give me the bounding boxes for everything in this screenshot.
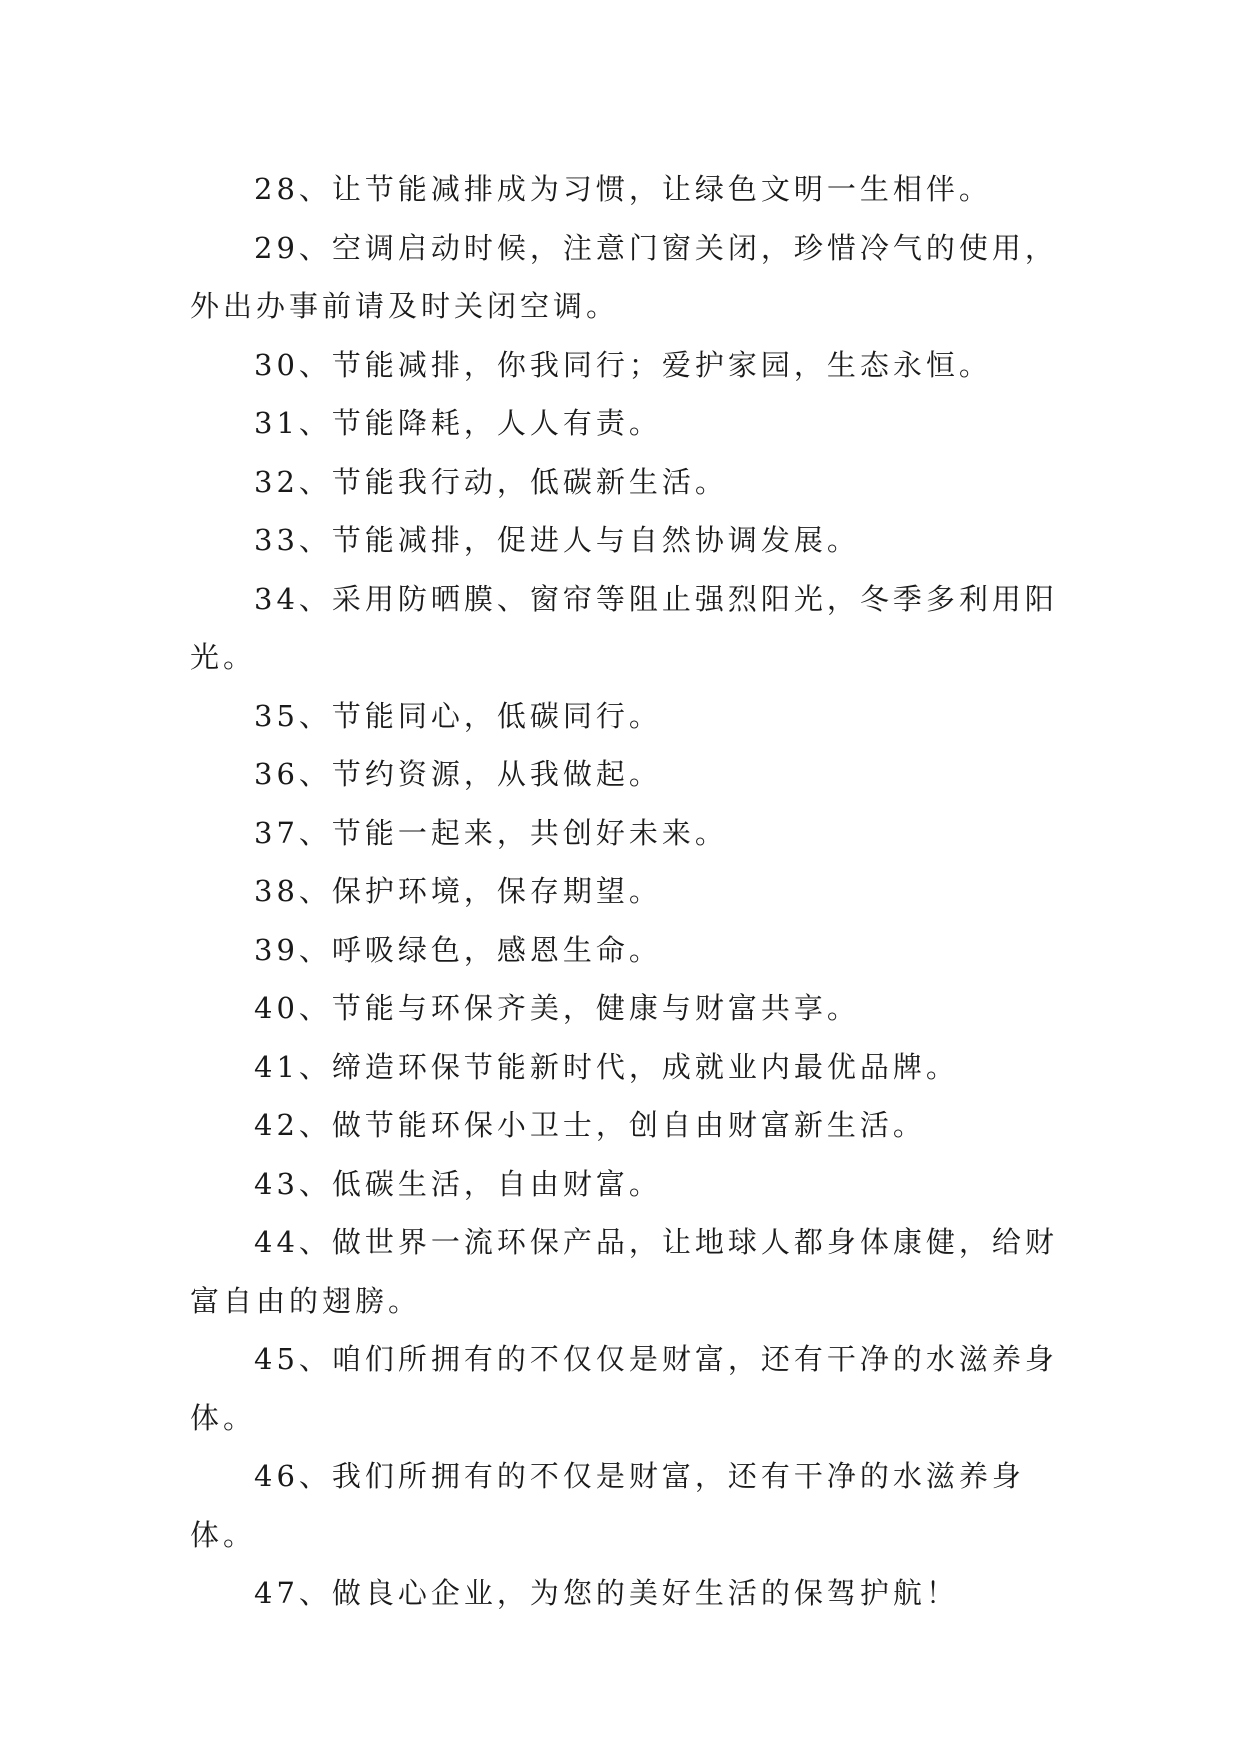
list-item: 39、呼吸绿色，感恩生命。: [254, 932, 662, 967]
list-item: 35、节能同心，低碳同行。: [254, 698, 662, 733]
list-item: 36、节约资源，从我做起。: [254, 757, 662, 791]
list-item: 29、空调启动时候，注意门窗关闭，珍惜冷气的使用，外出办事前请及时关闭空调。: [190, 230, 1058, 323]
list-item: 30、节能减排，你我同行；爱护家园，生态永恒。: [254, 347, 992, 382]
list-item: 31、节能降耗，人人有责。: [254, 406, 662, 440]
list-item: 32、节能我行动，低碳新生活。: [254, 464, 728, 499]
list-item: 41、缔造环保节能新时代，成就业内最优品牌。: [254, 1049, 959, 1084]
list-item: 46、我们所拥有的不仅是财富，还有干净的水滋养身体。: [190, 1459, 1025, 1552]
list-item: 43、低碳生活，自由财富。: [254, 1166, 662, 1201]
list-item: 34、采用防晒膜、窗帘等阻止强烈阳光，冬季多利用阳光。: [190, 581, 1058, 674]
list-item: 42、做节能环保小卫士，创自由财富新生活。: [254, 1108, 926, 1142]
list-item: 44、做世界一流环保产品，让地球人都身体康健，给财富自由的翅膀。: [190, 1225, 1058, 1318]
list-item: 45、咱们所拥有的不仅仅是财富，还有干净的水滋养身体。: [190, 1342, 1058, 1435]
document-body: [190, 160, 1060, 1623]
list-item: 40、节能与环保齐美，健康与财富共享。: [254, 991, 860, 1025]
list-item: 33、节能减排，促进人与自然协调发展。: [254, 523, 860, 557]
list-item: 37、节能一起来，共创好未来。: [254, 815, 728, 850]
list-item: 38、保护环境，保存期望。: [254, 874, 662, 908]
list-item: 47、做良心企业，为您的美好生活的保驾护航！: [254, 1576, 959, 1610]
list-item: 28、让节能减排成为习惯，让绿色文明一生相伴。: [254, 172, 992, 206]
